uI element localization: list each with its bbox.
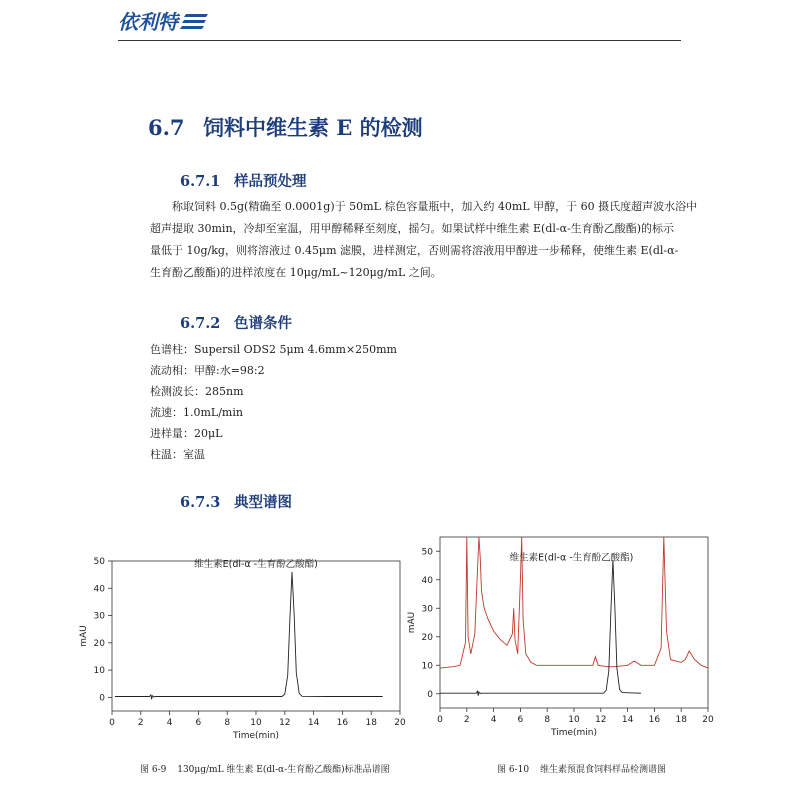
y-tick-label: 0 xyxy=(427,689,433,700)
subsection-title: 典型谱图 xyxy=(234,494,292,511)
y-tick-label: 50 xyxy=(93,557,105,567)
y-axis-label: mAU xyxy=(79,625,89,647)
y-tick-label: 30 xyxy=(421,604,433,615)
condition-flow-rate: 流速：1.0mL/min xyxy=(150,406,243,419)
condition-column-temperature: 柱温：室温 xyxy=(150,448,205,461)
subsection-number: 6.7.1 xyxy=(180,173,221,190)
section-title-text: 饲料中维生素 E 的检测 xyxy=(203,115,423,140)
subsection-title: 色谱条件 xyxy=(234,315,292,332)
caption-text: 维生素预混食饲料样品检测谱图 xyxy=(539,765,666,775)
x-tick-label: 2 xyxy=(463,715,470,725)
peak-annotation: 维生素E(dl-α -生育酚乙酸酯) xyxy=(509,552,634,564)
x-tick-label: 2 xyxy=(137,718,144,728)
y-tick-label: 50 xyxy=(421,547,433,558)
x-tick-label: 14 xyxy=(621,715,634,725)
paragraph-line: 量低于 10g/kg，则将溶液过 0.45μm 滤膜，进样测定，否则需将溶液用甲醇进一步稀释，使维生素 E(dl-α- xyxy=(150,244,679,257)
series-line-standard xyxy=(440,560,641,696)
plot-frame xyxy=(112,561,400,711)
y-tick-label: 40 xyxy=(421,575,433,586)
section-number: 6.7 xyxy=(148,115,185,140)
figure-caption-standard xyxy=(140,762,390,775)
logo-stripes-icon xyxy=(180,11,210,31)
x-tick-label: 0 xyxy=(109,718,115,728)
logo-text: 依利特 xyxy=(118,10,178,34)
paragraph-line: 超声提取 30min，冷却至室温，用甲醇稀释至刻度，摇匀。如果试样中维生素 E(dl-α-生育酚乙酸酯)的标示 xyxy=(150,222,675,235)
x-tick-label: 4 xyxy=(166,718,173,728)
condition-mobile-phase: 流动相：甲醇:水=98:2 xyxy=(150,364,265,377)
subsection-title-conditions xyxy=(180,312,292,333)
y-tick-label: 20 xyxy=(93,638,105,649)
chromatogram-sample xyxy=(407,535,730,745)
y-tick-label: 30 xyxy=(93,611,105,622)
x-tick-label: 6 xyxy=(195,718,202,728)
y-tick-label: 0 xyxy=(99,693,105,704)
caption-text: 130μg/mL 维生素 E(dl-α-生育酚乙酸酯)标准品谱图 xyxy=(177,765,390,775)
caption-label: 图 6-9 xyxy=(140,765,167,775)
subsection-title: 样品预处理 xyxy=(234,173,307,190)
condition-wavelength: 检测波长：285nm xyxy=(150,385,244,398)
paragraph-line: 生育酚乙酸酯)的进样浓度在 10μg/mL~120μg/mL 之间。 xyxy=(150,266,442,279)
peak-annotation: 维生素E(dl-α -生育酚乙酸酯) xyxy=(194,559,318,571)
pretreatment-paragraph xyxy=(150,196,698,284)
paragraph-line: 称取饲料 0.5g(精确至 0.0001g)于 50mL 棕色容量瓶中，加入约 40mL 甲醇，于 60 摄氏度超声波水浴中 xyxy=(172,200,698,213)
y-tick-label: 10 xyxy=(421,661,433,672)
x-tick-label: 12 xyxy=(595,715,607,725)
figure-caption-sample xyxy=(497,762,666,775)
caption-label: 图 6-10 xyxy=(497,765,530,775)
y-tick-label: 20 xyxy=(421,632,433,643)
x-tick-label: 8 xyxy=(544,715,551,725)
series-line-standard xyxy=(115,572,383,699)
condition-column: 色谱柱：Supersil ODS2 5μm 4.6mm×250mm xyxy=(150,343,397,356)
x-tick-label: 16 xyxy=(336,718,349,728)
x-tick-label: 18 xyxy=(675,715,687,725)
chromatogram-standard xyxy=(70,545,410,745)
x-tick-label: 16 xyxy=(648,715,661,725)
subsection-number: 6.7.2 xyxy=(180,315,221,332)
x-tick-label: 20 xyxy=(394,718,406,728)
condition-injection-volume: 进样量：20μL xyxy=(150,427,223,440)
x-tick-label: 18 xyxy=(365,718,377,728)
x-tick-label: 10 xyxy=(568,715,580,725)
x-tick-label: 8 xyxy=(224,718,231,728)
section-title xyxy=(148,112,423,142)
x-tick-label: 6 xyxy=(517,715,524,725)
y-tick-label: 10 xyxy=(93,666,105,677)
x-tick-label: 4 xyxy=(490,715,497,725)
conditions-list xyxy=(150,339,397,465)
x-tick-label: 20 xyxy=(702,715,714,725)
x-tick-label: 10 xyxy=(250,718,262,728)
header-rule xyxy=(118,40,681,41)
subsection-title-pretreatment xyxy=(180,170,307,191)
x-tick-label: 14 xyxy=(307,718,320,728)
y-tick-label: 40 xyxy=(93,584,105,595)
x-tick-label: 12 xyxy=(279,718,291,728)
x-tick-label: 0 xyxy=(437,715,443,725)
x-axis-label: Time(min) xyxy=(232,731,280,741)
x-axis-label: Time(min) xyxy=(550,728,598,738)
subsection-number: 6.7.3 xyxy=(180,494,221,511)
subsection-title-chromatograms xyxy=(180,491,292,512)
company-logo xyxy=(118,6,210,35)
y-axis-label: mAU xyxy=(407,611,417,634)
